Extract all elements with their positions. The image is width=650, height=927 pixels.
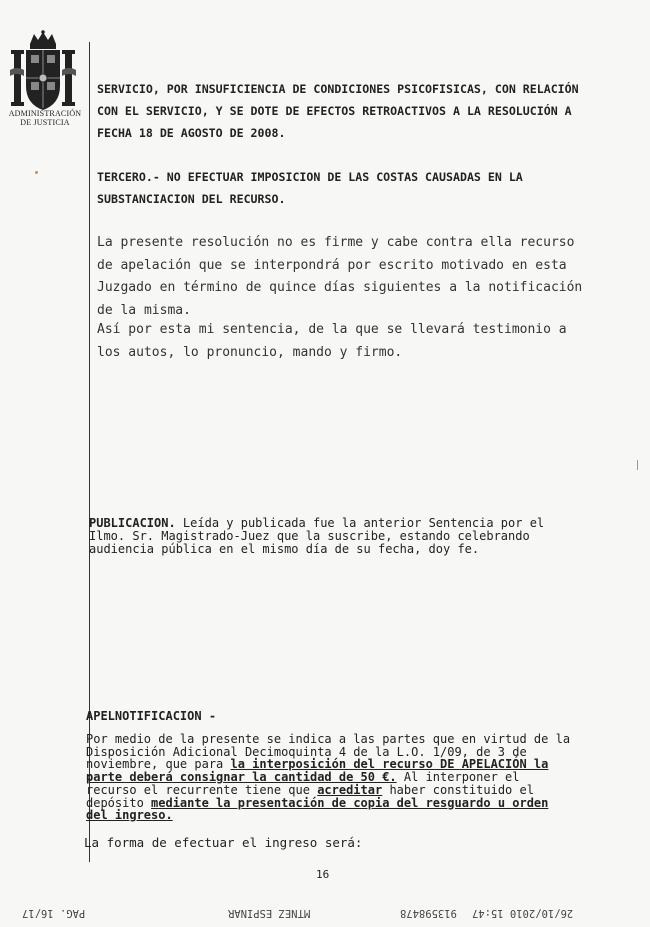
fax-phone: 913598478 — [400, 907, 457, 919]
notif-text-2: Al interponer el recurso el recurrente tiene que — [86, 770, 520, 797]
publicacion-label: PUBLICACION. — [89, 516, 176, 530]
institution-line-2: DE JUSTICIA — [20, 118, 70, 127]
page-number: 16 — [316, 868, 330, 881]
notif-bold-2: acreditar — [317, 782, 383, 797]
institution-name — [6, 109, 84, 127]
speck-mark — [35, 171, 38, 174]
paragraph-forma-ingreso: La forma de efectuar el ingreso será: — [84, 835, 363, 850]
institution-line-1: ADMINISTRACIÓN — [8, 109, 82, 118]
paragraph-publicacion — [89, 517, 559, 556]
paragraph-resolucion: La presente resolución no es firme y cabe contra ella recurso de apelación que se interpondrá por escrito motivado en esta Juzgado en término de quince días siguientes a la notificación de la misma. — [97, 235, 583, 318]
fax-page: PAG. 16/17 — [22, 907, 86, 919]
notif-bold-1: la interposición del recurso DE APELACIÓN la parte deberá consignar la cantidad de 50 €. — [86, 757, 549, 785]
fax-datetime: 26/10/2010 15:47 — [472, 907, 574, 919]
notif-text-1: Por medio de la presente se indica a las partes que en virtud de la Disposición Adicional Decimoquinta 4 de la L.O. 1/09, de 3 de noviembre, que para — [86, 732, 571, 772]
publicacion-text: Leída y publicada fue la anterior Sentencia por el Ilmo. Sr. Magistrado-Juez que la suscribe, estando celebrando audiencia pública en el mismo día de su fecha, doy fe. — [89, 516, 545, 556]
paragraph-notificacion — [86, 733, 574, 822]
fax-sender: MTNEZ ESPINAR — [228, 907, 311, 919]
paragraph-servicio: SERVICIO, POR INSUFICIENCIA DE CONDICIONES PSICOFISICAS, CON RELACIÓN CON EL SERVICIO, Y SE DOTE DE EFECTOS RETROACTIVOS A LA RESOLUCIÓN A FECHA 18 DE AGOSTO DE 2008. — [97, 82, 579, 140]
paragraph-tercero: TERCERO.- NO EFECTUAR IMPOSICION DE LAS COSTAS CAUSADAS EN LA SUBSTANCIACION DEL RECURSO. — [97, 170, 523, 206]
paragraph-sentencia: Así por esta mi sentencia, de la que se llevará testimonio a los autos, lo pronuncio, mando y firmo. — [97, 322, 567, 360]
notif-text-3: haber constituido el depósito — [86, 782, 534, 810]
heading-apelnotificacion: APELNOTIFICACION - — [86, 709, 217, 723]
edge-mark — [637, 460, 638, 470]
notif-bold-3: mediante la presentación de copia del resguardo u orden del ingreso. — [86, 795, 549, 823]
